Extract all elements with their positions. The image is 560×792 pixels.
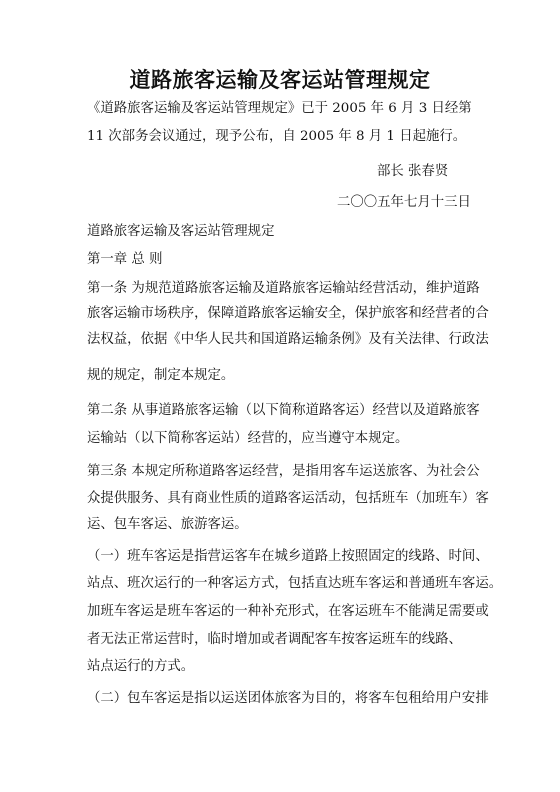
article-line: （二）包车客运是指以运送团体旅客为目的，将客车包租给用户安排 xyxy=(87,691,489,706)
article-line: 运、包车客运、旅游客运。 xyxy=(87,517,248,532)
article-line: 第三条 本规定所称道路客运经营，是指用客车运送旅客、为社会公 xyxy=(87,464,480,479)
document-date: 二〇〇五年七月十三日 xyxy=(337,195,471,210)
article-line: 法权益，依据《中华人民共和国道路运输条例》及有关法律、行政法 xyxy=(87,332,489,347)
regulation-subtitle: 道路旅客运输及客运站管理规定 xyxy=(87,224,275,239)
article-line: 加班车客运是班车客运的一种补充形式，在客运班车不能满足需要或 xyxy=(87,604,489,619)
chapter-heading: 第一章 总 则 xyxy=(87,252,163,267)
signer: 部长 张春贤 xyxy=(377,164,449,179)
document-title: 道路旅客运输及客运站管理规定 xyxy=(129,67,431,92)
article-line: （一）班车客运是指营运客车在城乡道路上按照固定的线路、时间、 xyxy=(87,549,489,564)
article-line: 规的规定，制定本规定。 xyxy=(87,368,235,383)
article-line: 第二条 从事道路旅客运输（以下简称道路客运）经营以及道路旅客 xyxy=(87,403,480,418)
article-line: 运输站（以下简称客运站）经营的，应当遵守本规定。 xyxy=(87,431,409,446)
article-line: 者无法正常运营时，临时增加或者调配客车按客运班车的线路、 xyxy=(87,632,462,647)
article-line: 站点运行的方式。 xyxy=(87,659,195,674)
article-line: 第一条 为规范道路旅客运输及道路旅客运输站经营活动，维护道路 xyxy=(87,281,480,296)
preamble-line: 11 次部务会议通过，现予公布，自 2005 年 8 月 1 日起施行。 xyxy=(87,129,467,144)
article-line: 众提供服务、具有商业性质的道路客运活动，包括班车（加班车）客 xyxy=(87,491,489,506)
article-line: 站点、班次运行的一种客运方式，包括直达班车客运和普通班车客运。 xyxy=(87,576,503,591)
article-line: 旅客运输市场秩序，保障道路旅客运输安全，保护旅客和经营者的合 xyxy=(87,306,489,321)
preamble-line: 《道路旅客运输及客运站管理规定》已于 2005 年 6 月 3 日经第 xyxy=(87,101,472,116)
